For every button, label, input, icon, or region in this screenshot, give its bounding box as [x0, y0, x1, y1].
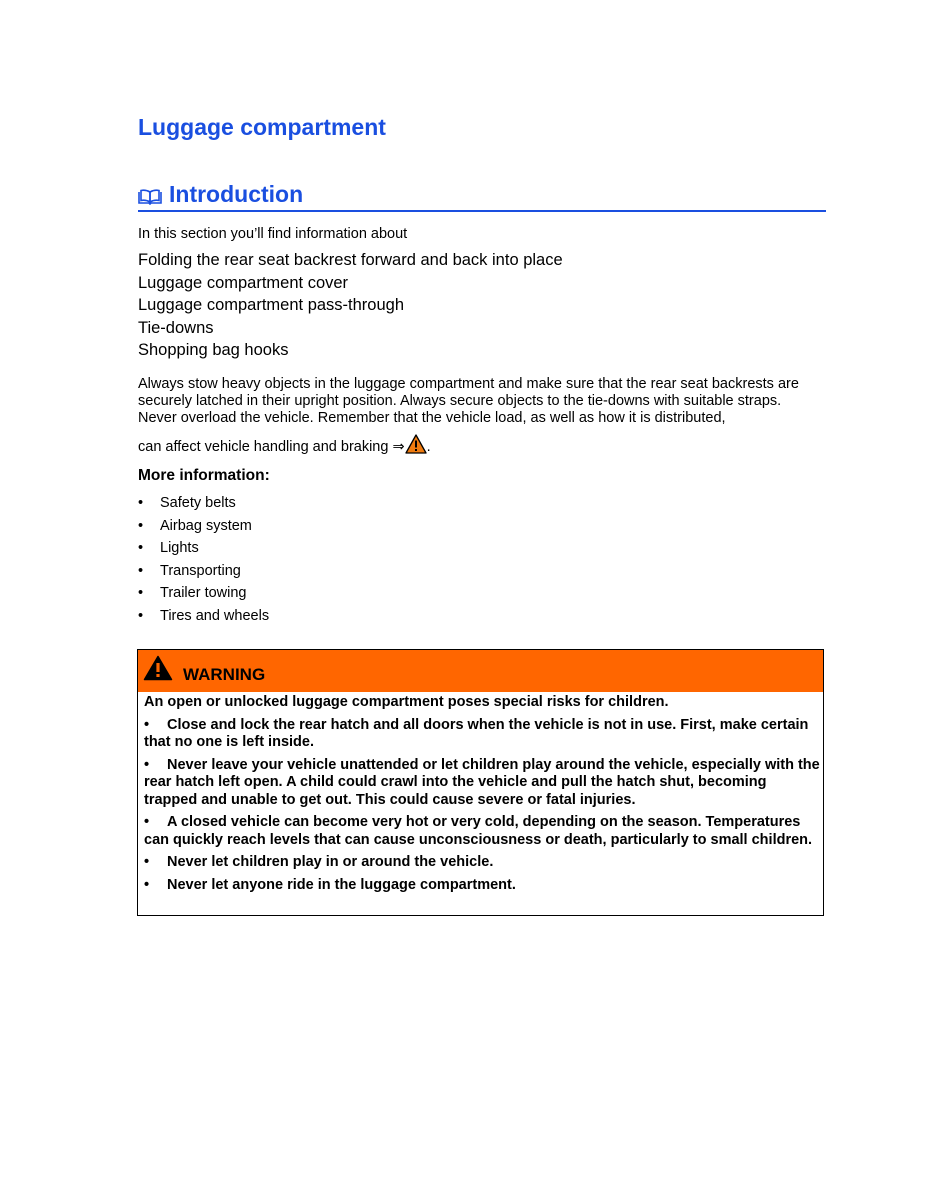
section-heading: [138, 180, 826, 212]
warning-body: [144, 694, 820, 899]
bullet: •: [138, 517, 144, 534]
book-icon: [138, 189, 162, 205]
list-item: [138, 539, 269, 562]
warning-lead: An open or unlocked luggage compartment poses special risks for children.: [144, 694, 669, 710]
warning-item: [144, 757, 820, 810]
topic-list: [138, 250, 563, 363]
topic-item: Luggage compartment pass-through: [138, 296, 404, 314]
warning-item: [144, 877, 820, 895]
list-item: [138, 607, 269, 630]
topic-item: Folding the rear seat backrest forward and back into place: [138, 251, 563, 269]
warning-item: [144, 717, 820, 752]
body-last-line-end: .: [426, 439, 431, 455]
intro-lead: In this section you’ll find information about: [138, 226, 408, 242]
section-heading-text: Introduction: [169, 181, 304, 207]
bullet: •: [144, 876, 150, 893]
bullet: •: [138, 607, 144, 624]
warning-header: [138, 650, 823, 692]
warning-item: [144, 854, 820, 872]
warning-item: [144, 814, 820, 849]
warning-item-text: Close and lock the rear hatch and all doors when the vehicle is not in use. First, make certain that no one is left inside.: [144, 716, 809, 750]
bullet: •: [138, 495, 144, 511]
list-item-label: Transporting: [160, 562, 241, 579]
warning-box: [137, 649, 824, 916]
bullet: •: [144, 814, 150, 830]
warning-item-text: A closed vehicle can become very hot or very cold, depending on the season. Temperatures can quickly reach levels that can cause unconsciousness or death, particularly to small children.: [144, 814, 813, 848]
list-item: [138, 494, 269, 517]
body-paragraph-text: Always stow heavy objects in the luggage compartment and make sure that the rear seat backrests are securely latched in their upright position. Always secure objects to the tie-downs with suitable straps. Never overload the vehicle. Remember that the vehicle load, as well as how it is distributed,: [138, 376, 799, 426]
topic-item: Shopping bag hooks: [138, 341, 289, 359]
warning-item-text: Never let children play in or around the vehicle.: [167, 854, 494, 870]
topic-item: Luggage compartment cover: [138, 273, 349, 292]
list-item: [138, 584, 269, 607]
list-item-label: Airbag system: [160, 517, 252, 534]
warning-item-text: Never leave your vehicle unattended or let children play around the vehicle, especially with the rear hatch left open. A child could crawl into the vehicle and pull the hatch shut, becoming trapped and unable to get out. This could cause severe or fatal injuries.: [144, 756, 820, 808]
topic-item: Tie-downs: [138, 318, 214, 337]
bullet: •: [144, 854, 150, 870]
more-info-heading: More information:: [138, 467, 270, 484]
bullet: •: [138, 562, 144, 579]
warning-title: WARNING: [183, 665, 266, 684]
warning-item-text: Never let anyone ride in the luggage compartment.: [167, 876, 516, 893]
list-item: [138, 517, 269, 540]
bullet: •: [144, 716, 150, 733]
more-info-list: [138, 494, 269, 630]
warning-triangle-icon: [143, 655, 173, 681]
body-last-line: [138, 434, 818, 456]
body-last-line-text: can affect vehicle handling and braking ⇒: [138, 439, 405, 455]
list-item: [138, 562, 269, 585]
bullet: •: [144, 756, 150, 773]
bullet: •: [138, 585, 144, 602]
list-item-label: Tires and wheels: [160, 607, 270, 624]
warning-triangle-icon: [405, 434, 427, 454]
list-item-label: Safety belts: [160, 495, 236, 511]
page-title: Luggage compartment: [138, 114, 386, 140]
list-item-label: Trailer towing: [160, 585, 247, 602]
body-paragraph: [138, 376, 818, 456]
list-item-label: Lights: [160, 540, 199, 557]
bullet: •: [138, 540, 144, 557]
